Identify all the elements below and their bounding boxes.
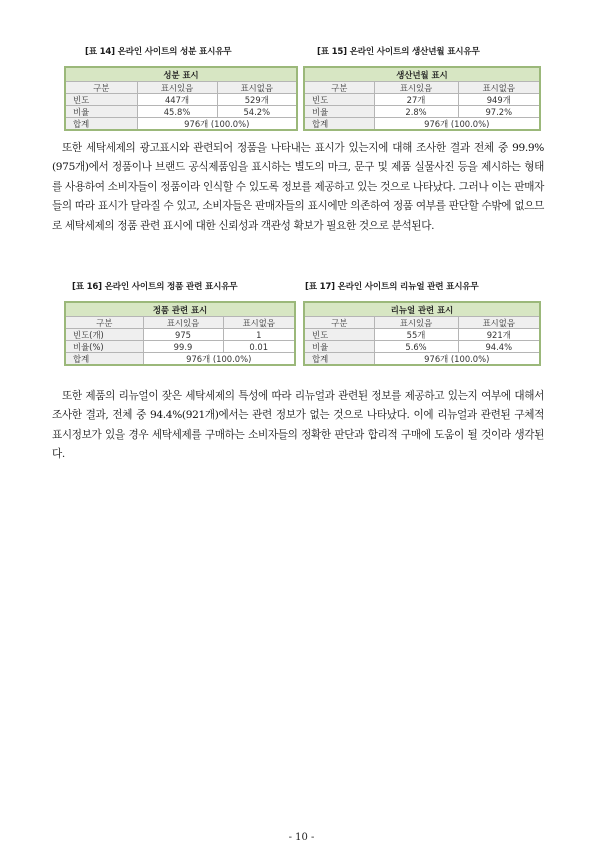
table16-row-label: 비율(%) bbox=[65, 341, 143, 353]
table14-total-label: 합계 bbox=[65, 118, 137, 131]
table16-title: 정품 관련 표시 bbox=[65, 302, 295, 317]
table16-total-value: 976개 (100.0%) bbox=[143, 353, 295, 366]
table15-header-not-displayed: 표시없음 bbox=[458, 82, 540, 94]
table15-total-value: 976개 (100.0%) bbox=[374, 118, 540, 131]
table16-header-displayed: 표시있음 bbox=[143, 317, 223, 329]
table-row bbox=[65, 106, 297, 118]
table14-cell: 45.8% bbox=[137, 106, 217, 118]
table15-row-label: 비율 bbox=[304, 106, 374, 118]
table15-header-category: 구분 bbox=[304, 82, 374, 94]
table14-header-displayed: 표시있음 bbox=[137, 82, 217, 94]
table-row bbox=[304, 118, 540, 131]
table16-cell: 1 bbox=[223, 329, 295, 341]
table15-header-displayed: 표시있음 bbox=[374, 82, 458, 94]
table17-caption: [표 17] 온라인 사이트의 리뉴얼 관련 표시유무 bbox=[305, 282, 479, 292]
table-row bbox=[304, 329, 540, 341]
table15-total-label: 합계 bbox=[304, 118, 374, 131]
table17-cell: 55개 bbox=[374, 329, 458, 341]
table14-row-label: 빈도 bbox=[65, 94, 137, 106]
table17-header-displayed: 표시있음 bbox=[374, 317, 458, 329]
table-row bbox=[65, 94, 297, 106]
table16-total-label: 합계 bbox=[65, 353, 143, 366]
table14-cell: 447개 bbox=[137, 94, 217, 106]
table-row bbox=[304, 106, 540, 118]
table-row bbox=[304, 94, 540, 106]
table16-cell: 975 bbox=[143, 329, 223, 341]
table15-cell: 2.8% bbox=[374, 106, 458, 118]
table17-renewal-display bbox=[303, 301, 541, 366]
table-row bbox=[65, 118, 297, 131]
table17-header-category: 구분 bbox=[304, 317, 374, 329]
table16-row-label: 빈도(개) bbox=[65, 329, 143, 341]
table17-title: 리뉴얼 관련 표시 bbox=[304, 302, 540, 317]
table17-header-not-displayed: 표시없음 bbox=[458, 317, 540, 329]
table16-authentic-display bbox=[64, 301, 296, 366]
table17-row-label: 비율 bbox=[304, 341, 374, 353]
body-paragraph-1: 또한 세탁세제의 광고표시와 관련되어 정품을 나타내는 표시가 있는지에 대해 조사한 결과 전체 중 99.9%(975개)에서 정품이나 브랜드 공식제품임을 표시하는 별도의 마크, 문구 및 제품 실물사진 등을 제시하는 형태를 사용하여 소비자들이 정품이라 인식할 수 있도록 정보를 제공하고 있는 것으로 나타났다. 그러나 이는 판매자들의 따라 표시가 달라질 수 있고, 소비자들은 판매자들의 표시에만 의존하여 정품 여부를 판단할 수밖에 없으므로 세탁세제의 정품 관련 표시에 대한 신뢰성과 객관성 확보가 필요한 것으로 분석된다. bbox=[52, 142, 544, 232]
table14-cell: 54.2% bbox=[217, 106, 297, 118]
table17-cell: 921개 bbox=[458, 329, 540, 341]
table16-caption: [표 16] 온라인 사이트의 정품 관련 표시유무 bbox=[72, 282, 238, 292]
table17-cell: 5.6% bbox=[374, 341, 458, 353]
table14-total-value: 976개 (100.0%) bbox=[137, 118, 297, 131]
table17-cell: 94.4% bbox=[458, 341, 540, 353]
table16-cell: 99.9 bbox=[143, 341, 223, 353]
table15-caption: [표 15] 온라인 사이트의 생산년월 표시유무 bbox=[317, 47, 480, 57]
table14-row-label: 비율 bbox=[65, 106, 137, 118]
table14-title: 성분 표시 bbox=[65, 67, 297, 82]
table15-cell: 97.2% bbox=[458, 106, 540, 118]
table14-ingredient-display bbox=[64, 66, 298, 131]
table17-total-value: 976개 (100.0%) bbox=[374, 353, 540, 366]
table15-title: 생산년월 표시 bbox=[304, 67, 540, 82]
table-row bbox=[65, 353, 295, 366]
table-row bbox=[65, 341, 295, 353]
table17-total-label: 합계 bbox=[304, 353, 374, 366]
table15-cell: 949개 bbox=[458, 94, 540, 106]
table15-cell: 27개 bbox=[374, 94, 458, 106]
table-row bbox=[304, 341, 540, 353]
table14-caption: [표 14] 온라인 사이트의 성분 표시유무 bbox=[85, 47, 232, 57]
table16-cell: 0.01 bbox=[223, 341, 295, 353]
table17-row-label: 빈도 bbox=[304, 329, 374, 341]
table-row bbox=[304, 353, 540, 366]
table16-header-not-displayed: 표시없음 bbox=[223, 317, 295, 329]
page-number: - 10 - bbox=[288, 832, 315, 843]
table-row bbox=[65, 329, 295, 341]
table16-header-category: 구분 bbox=[65, 317, 143, 329]
table14-header-not-displayed: 표시없음 bbox=[217, 82, 297, 94]
table15-row-label: 빈도 bbox=[304, 94, 374, 106]
table14-cell: 529개 bbox=[217, 94, 297, 106]
table14-header-category: 구분 bbox=[65, 82, 137, 94]
table15-production-date-display bbox=[303, 66, 541, 131]
body-paragraph-2: 또한 제품의 리뉴얼이 잦은 세탁세제의 특성에 따라 리뉴얼과 관련된 정보를 제공하고 있는지 여부에 대해서 조사한 결과, 전체 중 94.4%(921개)에서는 관련 정보가 없는 것으로 나타났다. 이에 리뉴얼과 관련된 구체적 표시정보가 있을 경우 세탁세제를 구매하는 소비자들의 정확한 판단과 합리적 구매에 도움이 될 것이라 생각된다. bbox=[52, 390, 544, 461]
